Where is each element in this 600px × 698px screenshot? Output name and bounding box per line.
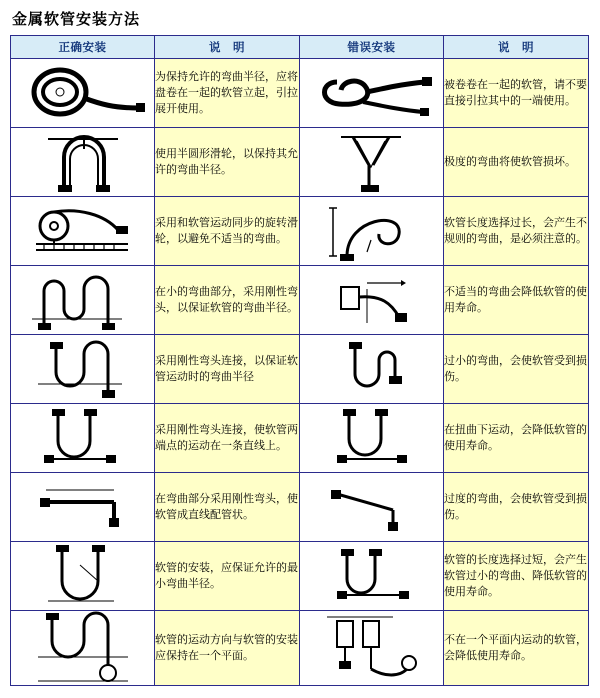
out-of-plane-motion-figure <box>300 611 444 686</box>
wrong-description-text: 软管的长度选择过短，会产生软管过小的弯曲、降低软管的使用寿命。 <box>444 542 589 611</box>
table-row <box>11 197 589 266</box>
table-row <box>11 128 589 197</box>
wrong-description-text: 软管长度选择过长，会产生不规则的弯曲，是必须注意的。 <box>444 197 589 266</box>
wrong-description-text: 被卷卷在一起的软管，请不要直接引拉其中的一端使用。 <box>444 59 589 128</box>
correct-description-text: 在小的弯曲部分，采用刚性弯头，以保证软管的弯曲半径。 <box>155 266 300 335</box>
correct-description-text: 采用刚性弯头连接，使软管两端点的运动在一条直线上。 <box>155 404 300 473</box>
installation-methods-table <box>10 35 589 686</box>
wrong-description-text: 在扭曲下运动，会降低软管的使用寿命。 <box>444 404 589 473</box>
too-long-hose-figure <box>300 542 444 611</box>
table-row <box>11 611 589 686</box>
synchronous-rotating-pulley-figure <box>11 197 155 266</box>
semicircular-pulley-figure <box>11 128 155 197</box>
table-row <box>11 266 589 335</box>
same-plane-motion-figure <box>11 611 155 686</box>
wrong-description-text: 极度的弯曲将使软管损坏。 <box>444 128 589 197</box>
wrong-description-text: 过度的弯曲，会使软管受到损伤。 <box>444 473 589 542</box>
rigid-elbow-connection-figure <box>11 335 155 404</box>
excess-length-hose-figure <box>300 197 444 266</box>
header-wrong-install: 错误安装 <box>300 36 444 59</box>
table-header-row <box>11 36 589 59</box>
coiled-hose-vertical-figure <box>11 59 155 128</box>
correct-description-text: 采用刚性弯头连接，以保证软管运动时的弯曲半径 <box>155 335 300 404</box>
improper-bend-figure <box>300 266 444 335</box>
rigid-elbow-straight-line-figure <box>11 404 155 473</box>
wrong-description-text: 不在一个平面内运动的软管，会降低使用寿命。 <box>444 611 589 686</box>
correct-description-text: 使用半圆形滑轮，以保持其允许的弯曲半径。 <box>155 128 300 197</box>
table-row <box>11 335 589 404</box>
wrong-description-text: 不适当的弯曲会降低软管的使用寿命。 <box>444 266 589 335</box>
header-wrong-description: 说 明 <box>444 36 589 59</box>
excessive-bend-figure <box>300 473 444 542</box>
twisting-motion-figure <box>300 404 444 473</box>
correct-description-text: 为保持允许的弯曲半径，应将盘卷在一起的软管立起，引拉展开使用。 <box>155 59 300 128</box>
sharp-bend-pulley-figure <box>300 128 444 197</box>
coiled-hose-pulled-figure <box>300 59 444 128</box>
correct-description-text: 软管的安装，应保证允许的最小弯曲半径。 <box>155 542 300 611</box>
table-row <box>11 473 589 542</box>
correct-description-text: 在弯曲部分采用刚性弯头，使软管成直线配管状。 <box>155 473 300 542</box>
minimum-bend-radius-figure <box>11 542 155 611</box>
too-small-bend-figure <box>300 335 444 404</box>
header-correct-install: 正确安装 <box>11 36 155 59</box>
header-correct-description: 说 明 <box>155 36 300 59</box>
correct-description-text: 软管的运动方向与软管的安装应保持在一个平面。 <box>155 611 300 686</box>
correct-description-text: 采用和软管运动同步的旋转滑轮，以避免不适当的弯曲。 <box>155 197 300 266</box>
table-row <box>11 59 589 128</box>
table-row <box>11 542 589 611</box>
straight-piping-elbow-figure <box>11 473 155 542</box>
rigid-bend-small-radius-figure <box>11 266 155 335</box>
page-title: 金属软管安装方法 <box>12 10 141 28</box>
wrong-description-text: 过小的弯曲，会使软管受到损伤。 <box>444 335 589 404</box>
table-row <box>11 404 589 473</box>
